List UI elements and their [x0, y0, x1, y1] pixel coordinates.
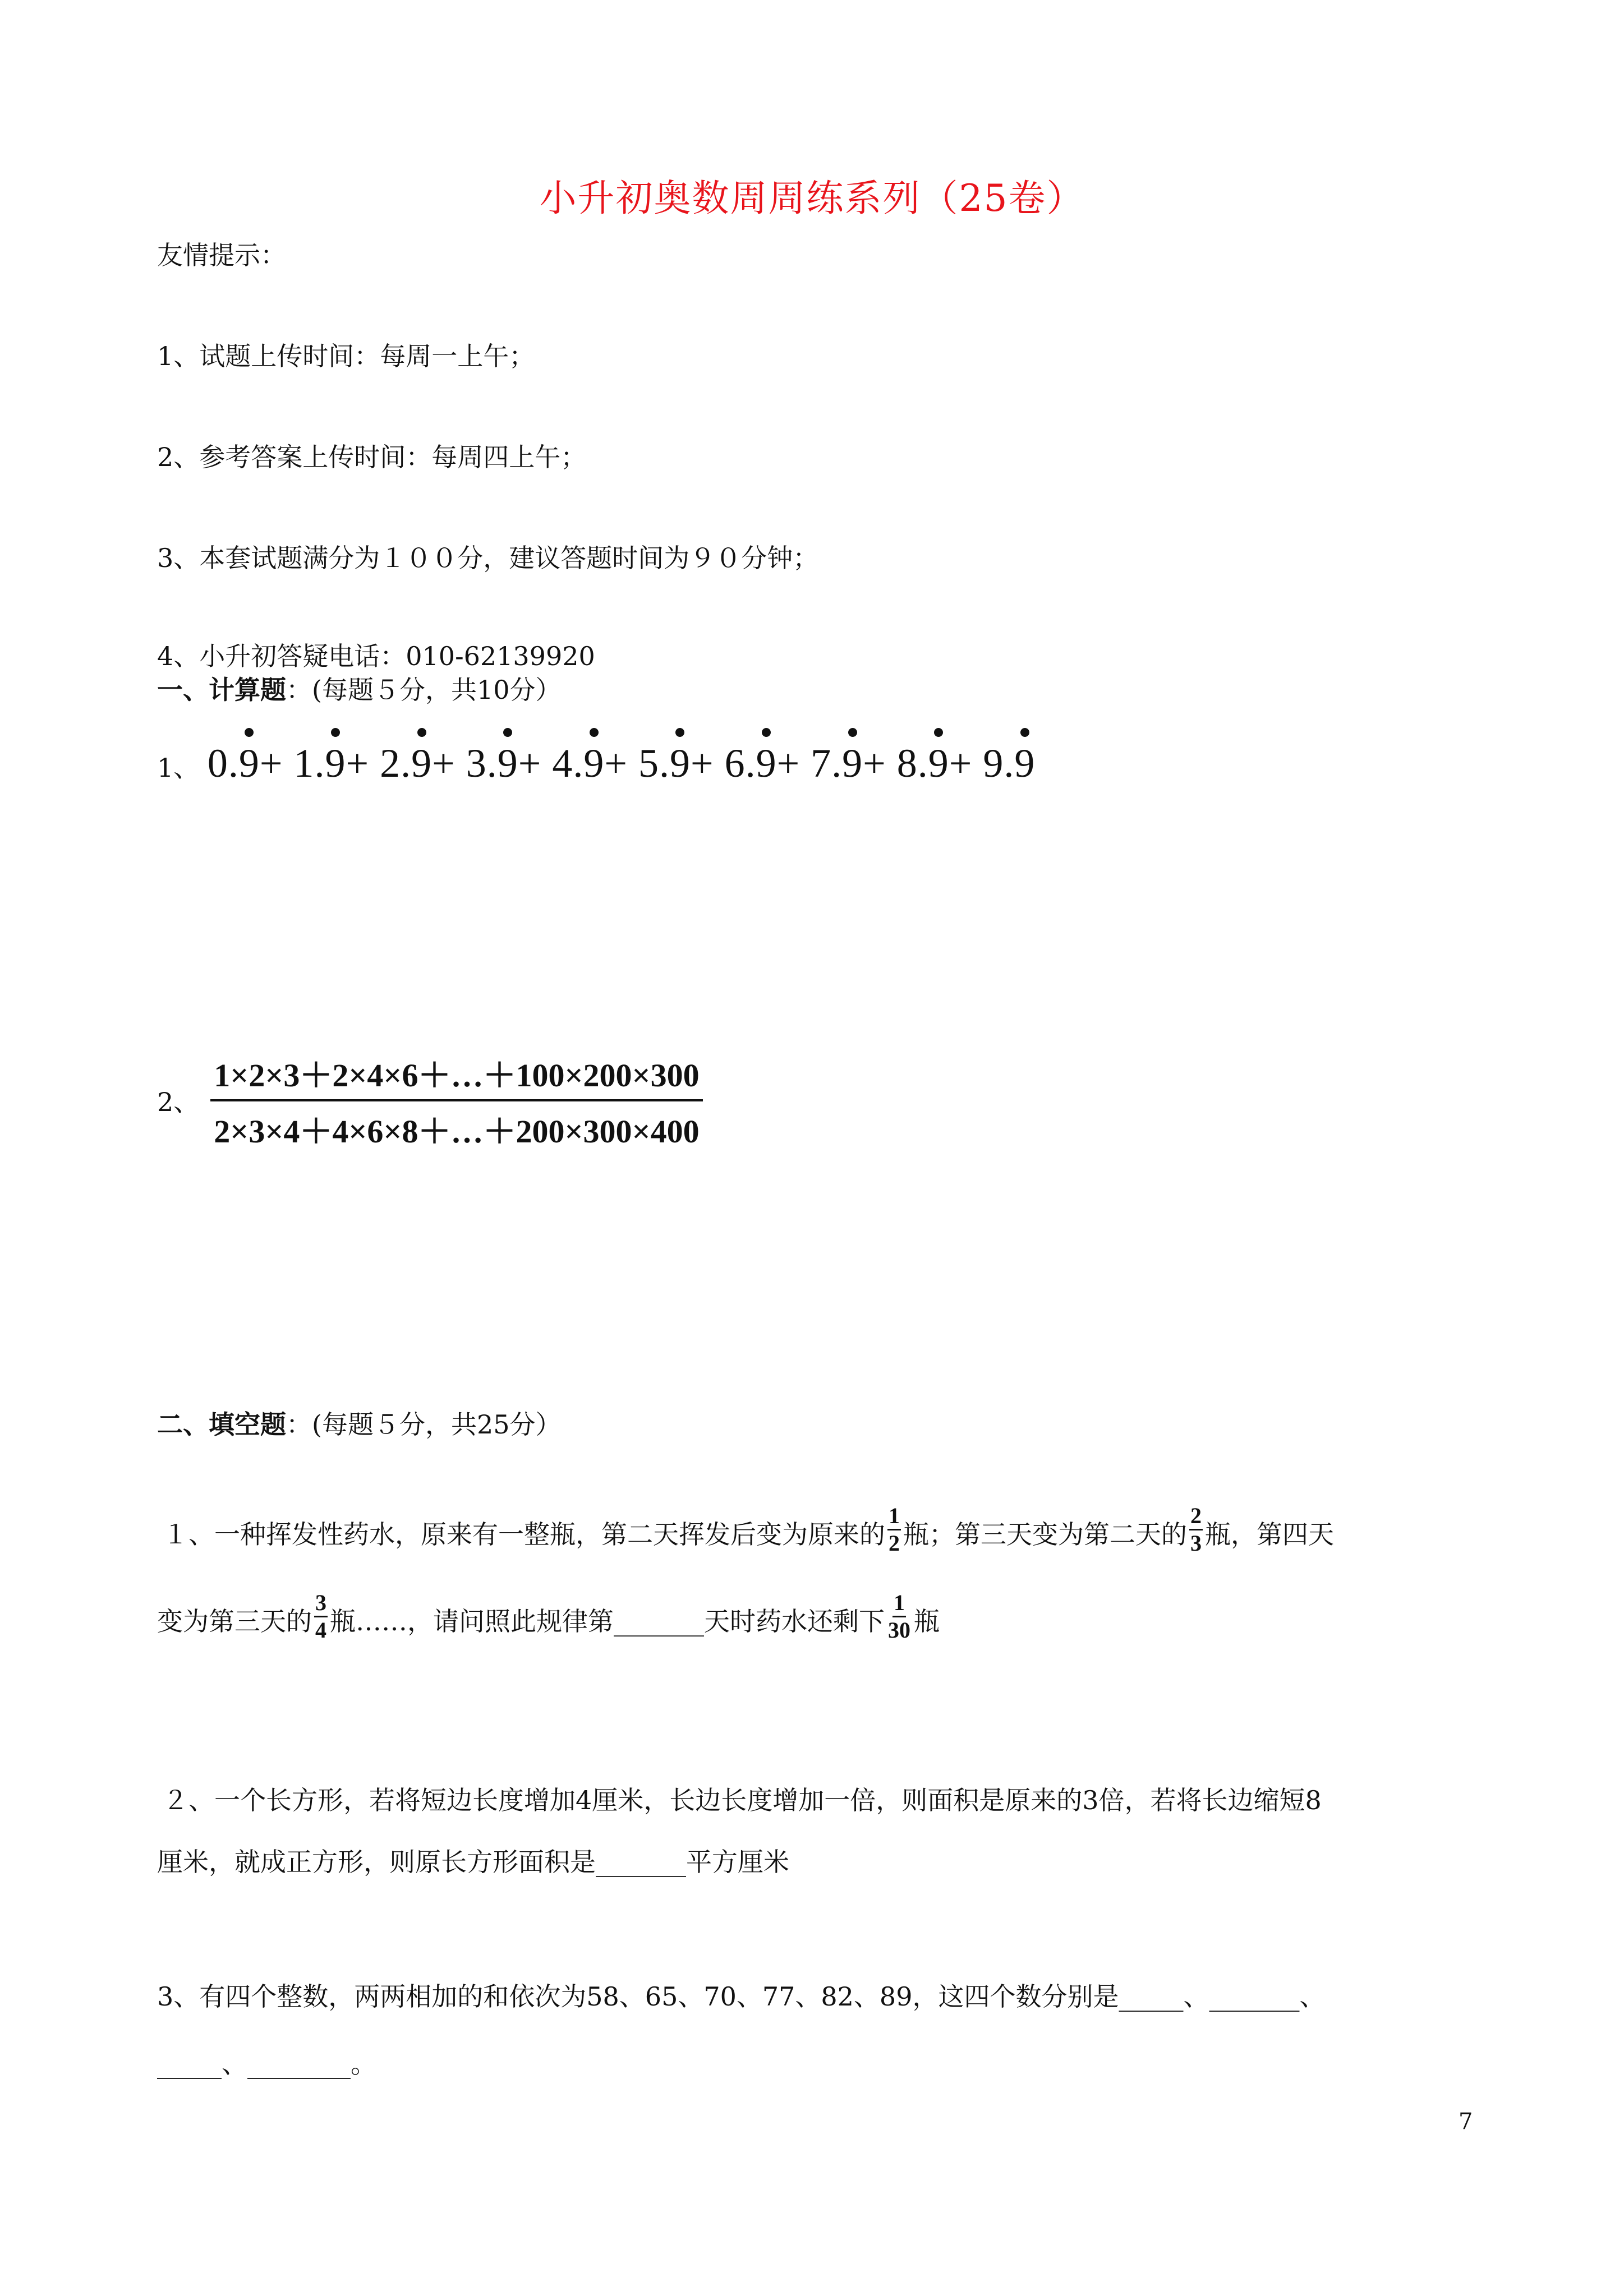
- decimal-term: 6.: [724, 741, 756, 786]
- question-number: 2、: [157, 1087, 200, 1117]
- section-2-note: ：(每题５分，共25分）: [286, 1409, 562, 1440]
- repeating-decimal-sum: [208, 741, 1035, 786]
- section-1-title: 一、计算题: [157, 675, 286, 705]
- plus-sign: +: [518, 741, 553, 786]
- repeating-digit: 9: [411, 741, 433, 786]
- section-2-title: 二、填空题: [157, 1409, 286, 1440]
- decimal-term: 0.: [207, 741, 239, 786]
- fraction: $\frac{3}{4}$: [315, 1590, 326, 1643]
- plus-sign: +: [949, 741, 983, 786]
- question-2-3-line2: _____、________。: [157, 2049, 376, 2079]
- question-2-3-line1: 3、有四个整数，两两相加的和依次为58、65、70、77、82、89，这四个数分别是_____、_______、: [157, 1981, 1326, 2012]
- plus-sign: +: [863, 741, 897, 786]
- fraction-numerator: 1×2×3＋2×4×6＋…＋100×200×300: [214, 1057, 700, 1094]
- section-1-heading: [157, 673, 561, 707]
- repeating-digit: 9: [497, 741, 518, 786]
- plus-sign: +: [776, 741, 811, 786]
- repeating-digit: 9: [928, 741, 949, 786]
- decimal-term: 5.: [638, 741, 670, 786]
- repeating-digit: 9: [1014, 741, 1036, 786]
- page-number: 7: [1459, 2109, 1473, 2134]
- fraction-expression: [210, 1049, 702, 1152]
- section-1-note: ：(每题５分，共10分）: [286, 675, 562, 705]
- question-1-1: [157, 740, 1035, 787]
- decimal-term: 4.: [552, 741, 584, 786]
- fraction: $\frac{1}{2}$: [889, 1503, 900, 1556]
- repeating-digit: 9: [238, 741, 260, 786]
- fraction: $\frac{1}{30}$: [888, 1590, 910, 1643]
- question-2-2-line2: 厘米，就成正方形，则原长方形面积是_______平方厘米: [157, 1847, 789, 1877]
- section-2-heading: [157, 1408, 561, 1441]
- repeating-digit: 9: [669, 741, 691, 786]
- plus-sign: +: [690, 741, 725, 786]
- tip-item: 3、本套试题满分为１００分，建议答题时间为９０分钟；: [157, 543, 819, 573]
- decimal-term: 3.: [466, 741, 498, 786]
- fraction-denominator: 2×3×4＋4×6×8＋…＋200×300×400: [210, 1099, 702, 1152]
- repeating-digit: 9: [842, 741, 863, 786]
- repeating-digit: 9: [325, 741, 346, 786]
- plus-sign: +: [259, 741, 294, 786]
- repeating-digit: 9: [756, 741, 777, 786]
- question-2-1-line2: 变为第三天的 $\frac{3}{4}$ 瓶……，请问照此规律第_______天时药水还剩下 $\frac{1}{30}$ 瓶: [157, 1590, 940, 1643]
- decimal-term: 8.: [896, 741, 928, 786]
- document-title: 小升初奥数周周练系列（25卷）: [539, 177, 1085, 220]
- decimal-term: 2.: [380, 741, 412, 786]
- tip-item: 1、试题上传时间：每周一上午；: [157, 341, 535, 371]
- decimal-term: 7.: [811, 741, 843, 786]
- plus-sign: +: [346, 741, 380, 786]
- tips-heading: 友情提示：: [157, 240, 286, 270]
- tip-item: 4、小升初答疑电话：010-62139920: [157, 641, 595, 671]
- repeating-digit: 9: [583, 741, 605, 786]
- question-2-2-line1: ２、一个长方形，若将短边长度增加4厘米，长边长度增加一倍，则面积是原来的3倍，若将长边缩短8: [163, 1785, 1322, 1815]
- plus-sign: +: [432, 741, 466, 786]
- decimal-term: 1.: [293, 741, 325, 786]
- tip-item: 2、参考答案上传时间：每周四上午；: [157, 442, 587, 472]
- fraction: $\frac{2}{3}$: [1190, 1503, 1202, 1556]
- plus-sign: +: [604, 741, 638, 786]
- question-2-1-line1: １、一种挥发性药水，原来有一整瓶，第二天挥发后变为原来的 $\frac{1}{2}$ 瓶；第三天变为第二天的 $\frac{2}{3}$ 瓶，第四天: [163, 1503, 1334, 1556]
- question-number: 1、: [157, 753, 200, 783]
- decimal-term: 9.: [983, 741, 1015, 786]
- question-1-2: [157, 1049, 703, 1152]
